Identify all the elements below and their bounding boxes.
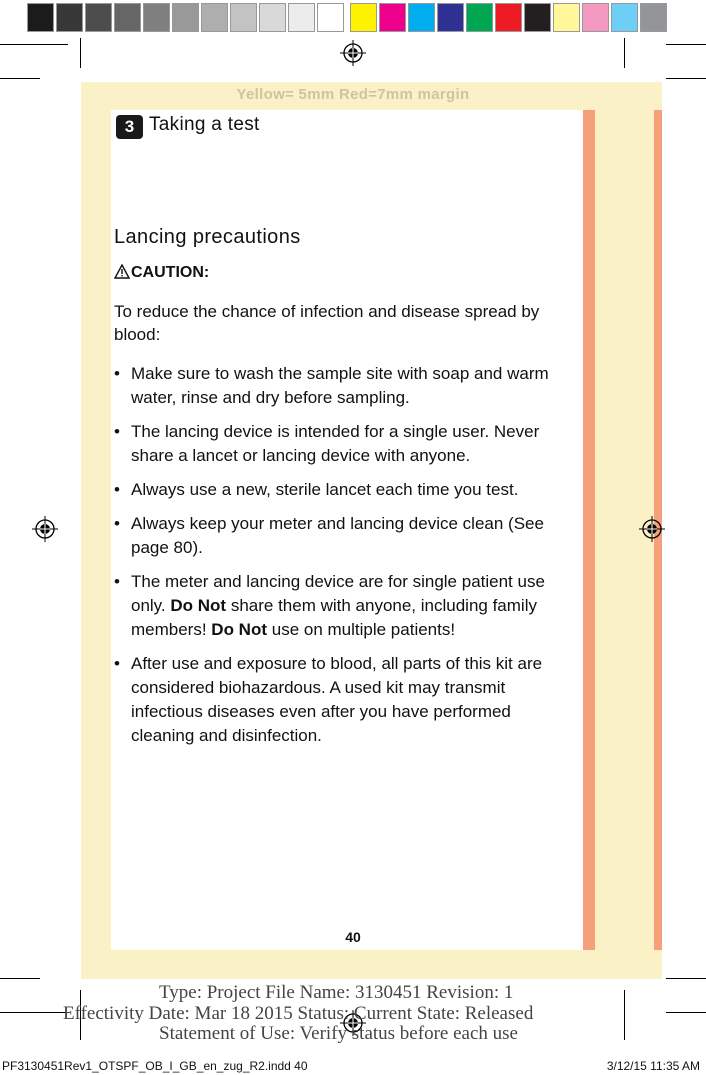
list-item: • The lancing device is intended for a single user. Never share a lancet or lancing device with anyone. <box>114 420 566 468</box>
metadata-line-3: Statement of Use: Verify status before each use <box>159 1023 518 1044</box>
intro-paragraph: To reduce the chance of infection and disease spread by blood: <box>114 302 540 344</box>
list-item: • Make sure to wash the sample site with soap and warm water, rinse and dry before sampling. <box>114 362 566 410</box>
section-number-badge: 3 <box>116 115 143 139</box>
warning-triangle-icon <box>114 264 130 279</box>
color-swatch <box>524 3 551 32</box>
color-swatch <box>230 3 257 32</box>
color-swatch <box>495 3 522 32</box>
item-text: The meter and lancing device are for single patient use only. <box>131 572 545 615</box>
color-swatch <box>350 3 377 32</box>
list-item: • Always keep your meter and lancing device clean (See page 80). <box>114 512 566 560</box>
color-swatch <box>553 3 580 32</box>
page-heading: Lancing precautions <box>114 226 301 248</box>
color-swatch <box>114 3 141 32</box>
color-swatch <box>172 3 199 32</box>
color-swatch <box>27 3 54 32</box>
color-swatch <box>259 3 286 32</box>
registration-mark-icon <box>340 40 366 66</box>
color-swatch <box>85 3 112 32</box>
margin-label: Yellow= 5mm Red=7mm margin <box>236 86 470 103</box>
item-text: use on multiple patients! <box>267 620 456 639</box>
emphasis-text: Do Not <box>211 620 268 639</box>
section-title: Taking a test <box>149 114 260 135</box>
color-swatch <box>201 3 228 32</box>
red-margin-left <box>583 110 595 950</box>
color-swatch <box>408 3 435 32</box>
color-swatch <box>466 3 493 32</box>
footer-timestamp: 3/12/15 11:35 AM <box>606 1059 700 1073</box>
color-swatch <box>288 3 315 32</box>
color-swatch <box>317 3 344 32</box>
color-swatch <box>143 3 170 32</box>
caution-text: CAUTION: <box>131 264 210 281</box>
list-item <box>114 570 566 642</box>
caution-label <box>114 264 209 282</box>
metadata-line-2: Effectivity Date: Mar 18 2015 Status: Current State: Released <box>63 1003 534 1024</box>
color-swatch <box>437 3 464 32</box>
list-item: • Always use a new, sterile lancet each time you test. <box>114 478 566 502</box>
footer-filename: PF3130451Rev1_OTSPF_OB_I_GB_en_zug_R2.indd 40 <box>2 1059 308 1073</box>
color-swatch <box>379 3 406 32</box>
page-number: 40 <box>345 929 361 945</box>
color-swatch <box>640 3 667 32</box>
precautions-list <box>114 362 566 758</box>
color-swatch <box>611 3 638 32</box>
list-item: • After use and exposure to blood, all parts of this kit are considered biohazardous. A used kit may transmit infectious diseases even after you have performed cleaning and disinfection. <box>114 652 566 748</box>
registration-mark-icon <box>32 516 58 542</box>
registration-mark-icon <box>639 516 665 542</box>
emphasis-text: Do Not <box>170 596 227 615</box>
metadata-line-1: Type: Project File Name: 3130451 Revision: 1 <box>159 982 514 1003</box>
color-swatch <box>582 3 609 32</box>
color-swatch <box>56 3 83 32</box>
item-text: share them with anyone, including family members! <box>131 596 537 639</box>
